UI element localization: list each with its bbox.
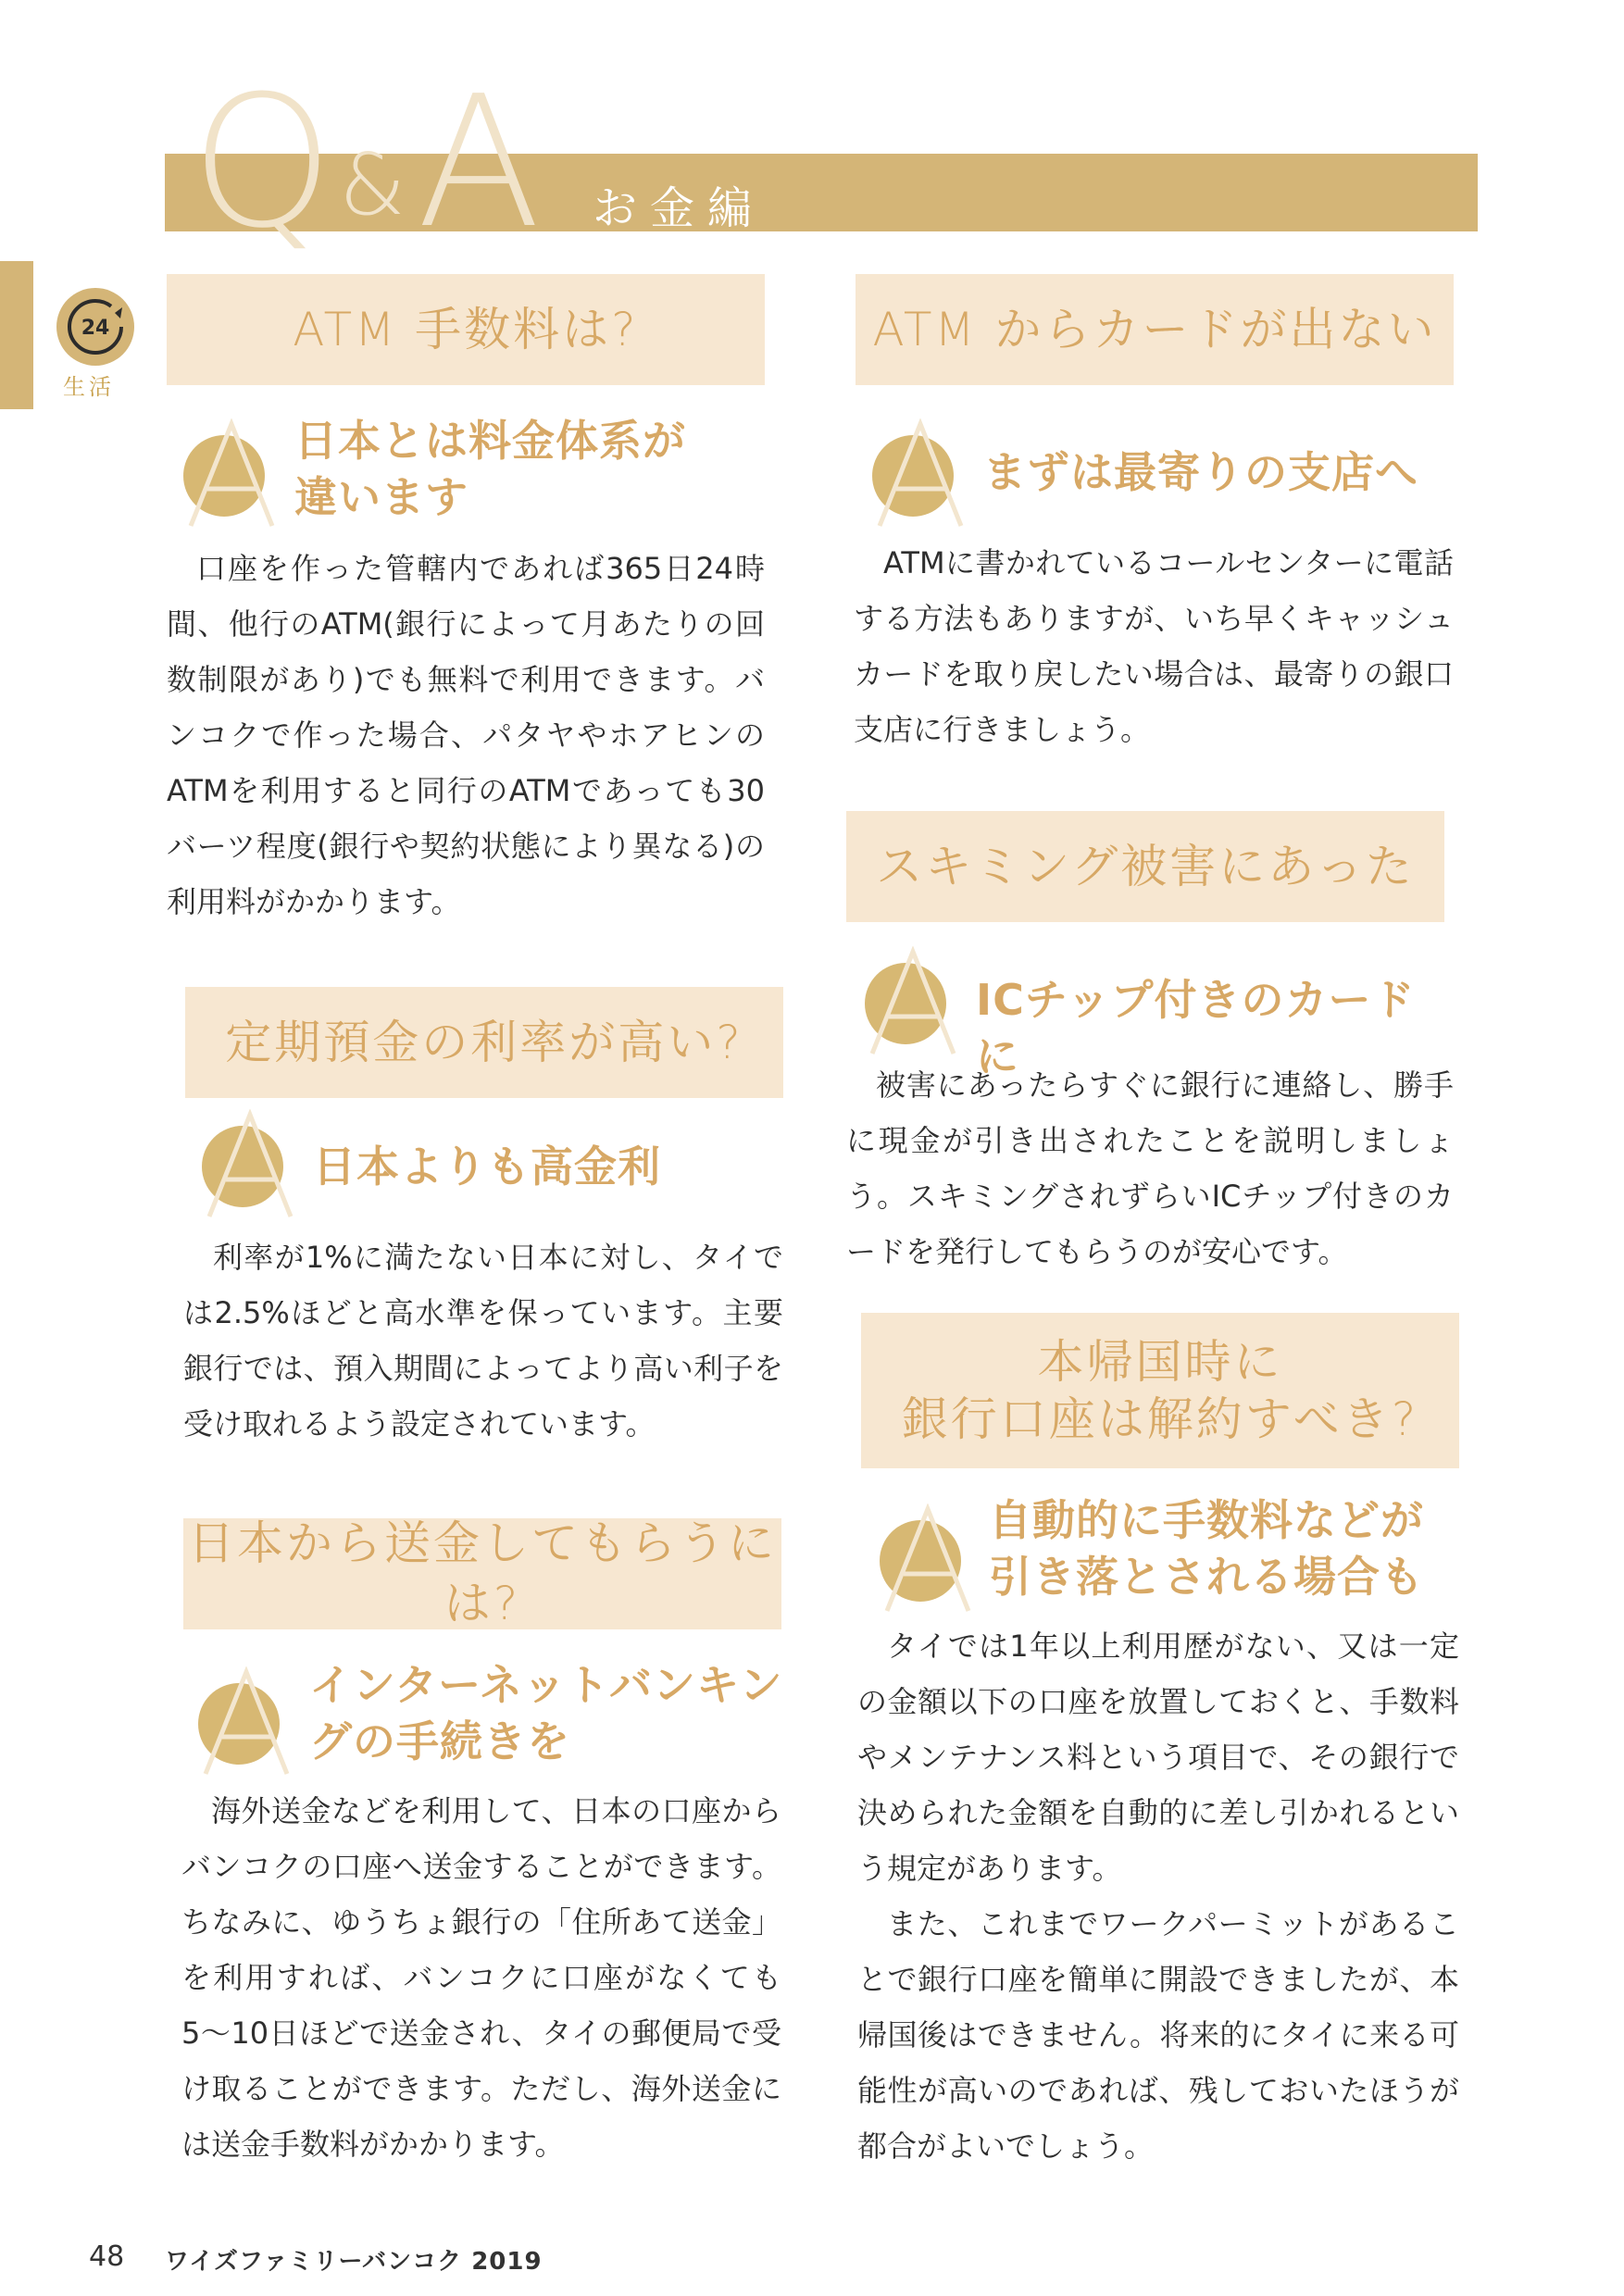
question-box-remittance [183,1518,781,1629]
qa-q: Q [191,57,329,268]
qa-title [191,57,536,268]
page-subtitle: お金編 [593,182,766,234]
question-box-atm-fee [167,274,765,385]
question-text: スキミング被害にあった [876,839,1415,893]
question-text: 日本から送金してもらうには? [188,1516,777,1630]
question-box-deposit-rate [185,987,783,1098]
answer-paragraph: 利率が1%に満たない日本に対し、タイでは2.5%ほどと高水準を保っています。主要銀行では、預入期間によってより高い利子を受け取れるよう設定されています。 [183,1240,783,1441]
question-text: 定期預金の利率が高い? [225,1015,743,1069]
answer-a-icon [872,418,974,520]
answer-title: 日本よりも高金利 [313,1142,661,1192]
answer-body [181,1783,781,2172]
publication-name: ワイズファミリーバンコク 2019 [165,2248,543,2276]
answer-body [183,1229,783,1452]
answer-body [167,541,765,930]
answer-body [854,535,1454,757]
answer-title: 自動的に手数料などが 引き落とされる場合も [989,1495,1424,1602]
clock-number: 24 [81,317,110,340]
answer-title: 日本とは料金体系が 違います [294,416,686,522]
question-box-card-stuck [856,274,1454,385]
answer-a-icon [202,1109,304,1211]
side-tab [0,261,33,409]
qa-amp: & [339,135,406,234]
answer-paragraph: 口座を作った管轄内であれば365日24時間、他行のATM(銀行によって月あたりの回数制限があり)でも無料で利用できます。バンコクで作った場合、パタヤやホアヒンのATMを利用すると同行のATMであっても30バーツ程度(銀行や契約状態により異なる)の利用料がかかります。 [167,551,765,919]
answer-a-icon [880,1504,981,1605]
answer-paragraph: タイでは1年以上利用歴がない、又は一定の金額以下の口座を放置しておくと、手数料やメンテナンス料という項目で、その銀行で決められた金額を自動的に差し引かれるという規定があります。 [857,1628,1459,1886]
answer-title: まずは最寄りの支店へ [983,447,1418,497]
answer-body [857,1618,1459,2174]
question-text: 本帰国時に 銀行口座は解約すべき? [901,1334,1419,1446]
answer-title: ICチップ付きのカードに [976,975,1416,1081]
answer-paragraph: ATMに書かれているコールセンターに電話する方法もありますが、いち早くキャッシュカードを取り戻したい場合は、最寄りの銀口支店に行きましょう。 [854,545,1454,747]
answer-paragraph: 被害にあったらすぐに銀行に連絡し、勝手に現金が引き出されたことを説明しましょう。スキミングされずらいICチップ付きのカードを発行してもらうのが安心です。 [846,1067,1454,1269]
side-category-label: 生活 [63,374,115,400]
question-text: ATM からカードが出ない [872,302,1437,356]
question-box-account-closure [861,1313,1459,1468]
answer-body [846,1057,1454,1279]
answer-title: インターネットバンキン グの手続きを [309,1660,783,1766]
question-box-skimming [846,811,1444,922]
answer-paragraph: また、これまでワークパーミットがあることで銀行口座を簡単に開設できましたが、本帰国後はできません。将来的にタイに来る可能性が高いのであれば、残しておいたほうが都合がよいでしょう。 [857,1906,1459,2164]
question-text: ATM 手数料は? [293,302,639,356]
answer-a-icon [198,1666,300,1768]
page-number: 48 [89,2240,125,2273]
qa-a: A [417,57,536,268]
clock-24-icon [54,285,137,368]
answer-paragraph: 海外送金などを利用して、日本の口座からバンコクの口座へ送金することができます。ちなみに、ゆうちょ銀行の「住所あて送金」を利用すれば、バンコクに口座がなくても5〜10日ほどで送金され、タイの郵便局で受け取ることができます。ただし、海外送金には送金手数料がかかります。 [181,1793,781,2162]
answer-a-icon [865,946,967,1048]
answer-a-icon [183,418,285,520]
